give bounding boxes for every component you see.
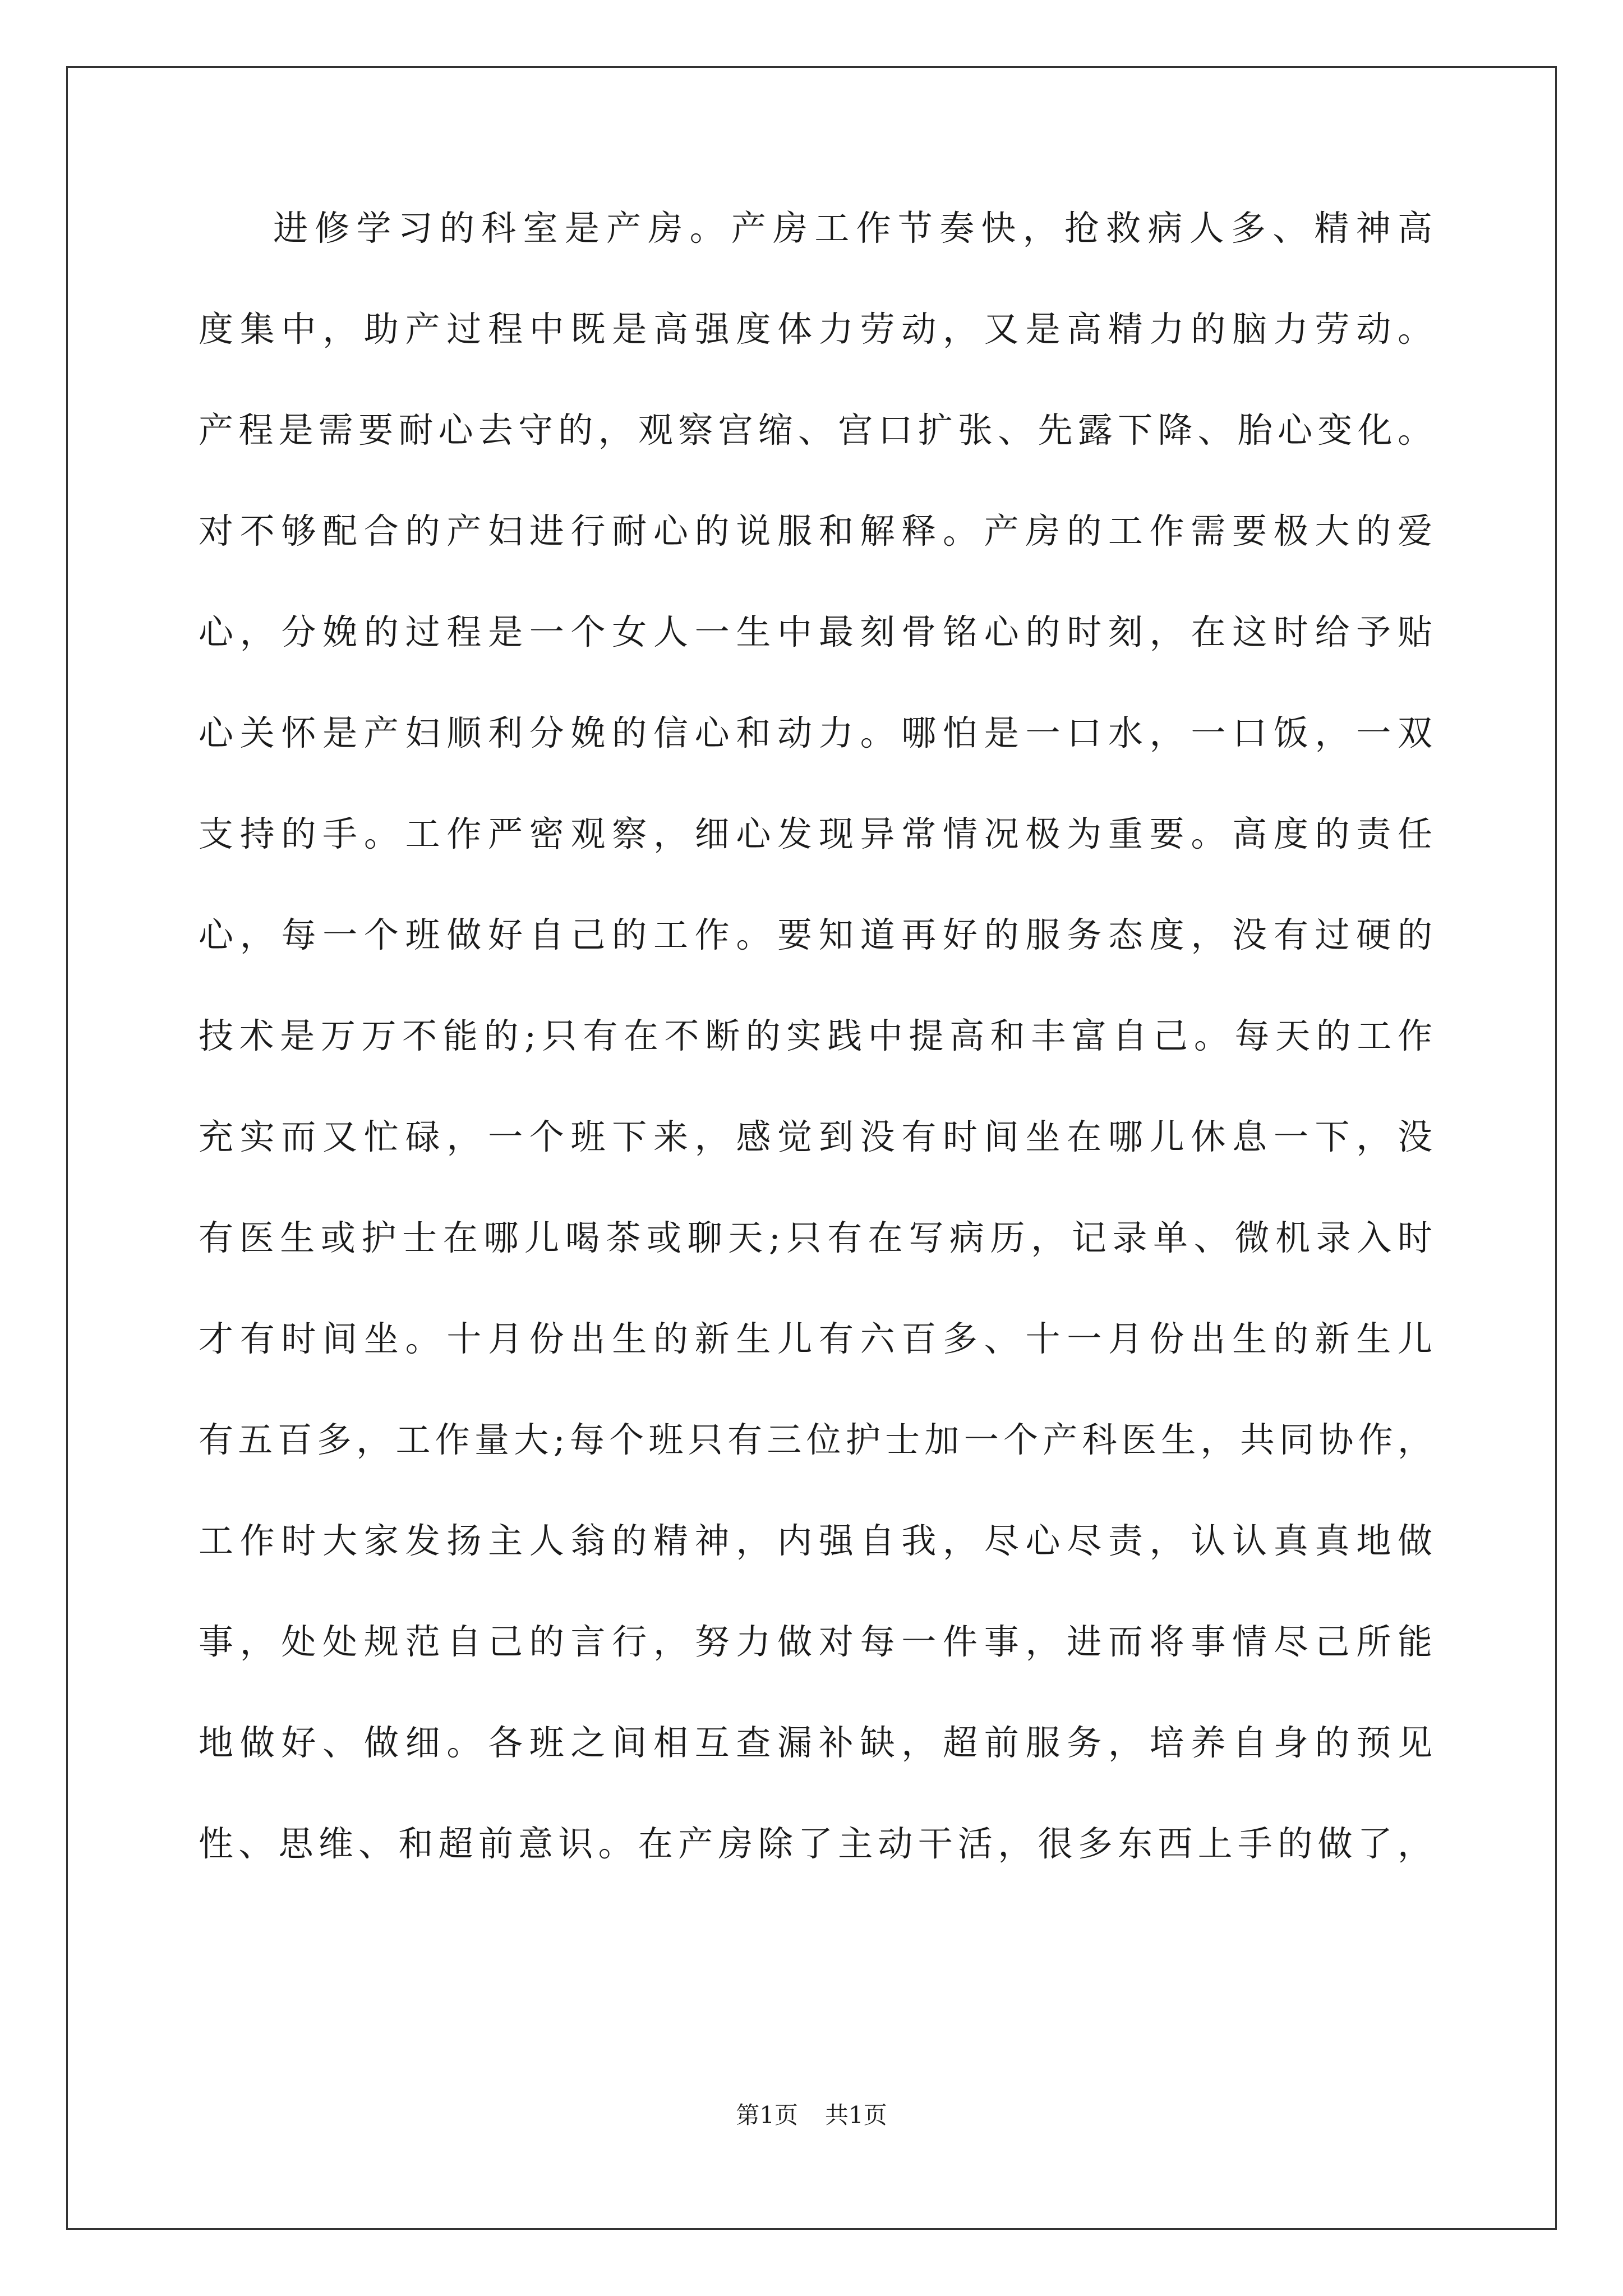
text-line: 事，处处规范自己的言行，努力做对每一件事，进而将事情尽己所能 — [199, 1621, 1432, 1662]
text-line: 有五百多，工作量大;每个班只有三位护士加一个产科医生，共同协作， — [199, 1419, 1432, 1460]
text-line: 才有时间坐。十月份出生的新生儿有六百多、十一月份出生的新生儿 — [199, 1318, 1432, 1359]
page-footer — [0, 2101, 1623, 2129]
text-line: 充实而又忙碌，一个班下来，感觉到没有时间坐在哪儿休息一下，没 — [199, 1116, 1432, 1157]
text-line: 心，分娩的过程是一个女人一生中最刻骨铭心的时刻，在这时给予贴 — [199, 611, 1432, 652]
text-line: 工作时大家发扬主人翁的精神，内强自我，尽心尽责，认认真真地做 — [199, 1520, 1432, 1561]
text-line: 地做好、做细。各班之间相互查漏补缺，超前服务，培养自身的预见 — [199, 1722, 1432, 1763]
text-line: 支持的手。工作严密观察，细心发现异常情况极为重要。高度的责任 — [199, 813, 1432, 854]
text-line: 度集中，助产过程中既是高强度体力劳动，又是高精力的脑力劳动。 — [199, 309, 1432, 349]
text-line: 有医生或护士在哪儿喝茶或聊天;只有在写病历，记录单、微机录入时 — [199, 1217, 1432, 1258]
text-line: 性、思维、和超前意识。在产房除了主动干活，很多东西上手的做了， — [199, 1823, 1432, 1864]
text-line: 心关怀是产妇顺利分娩的信心和动力。哪怕是一口水，一口饭，一双 — [199, 712, 1432, 753]
text-line: 进修学习的科室是产房。产房工作节奏快，抢救病人多、精神高 — [273, 208, 1432, 249]
page-number: 第1页 — [736, 2101, 798, 2129]
text-line: 技术是万万不能的;只有在不断的实践中提高和丰富自己。每天的工作 — [199, 1015, 1432, 1056]
page-total: 共1页 — [825, 2101, 887, 2129]
document-body — [199, 208, 1432, 1927]
text-line: 对不够配合的产妇进行耐心的说服和解释。产房的工作需要极大的爱 — [199, 510, 1432, 551]
text-line: 心，每一个班做好自己的工作。要知道再好的服务态度，没有过硬的 — [199, 914, 1432, 955]
text-line: 产程是需要耐心去守的，观察宫缩、宫口扩张、先露下降、胎心变化。 — [199, 409, 1432, 450]
